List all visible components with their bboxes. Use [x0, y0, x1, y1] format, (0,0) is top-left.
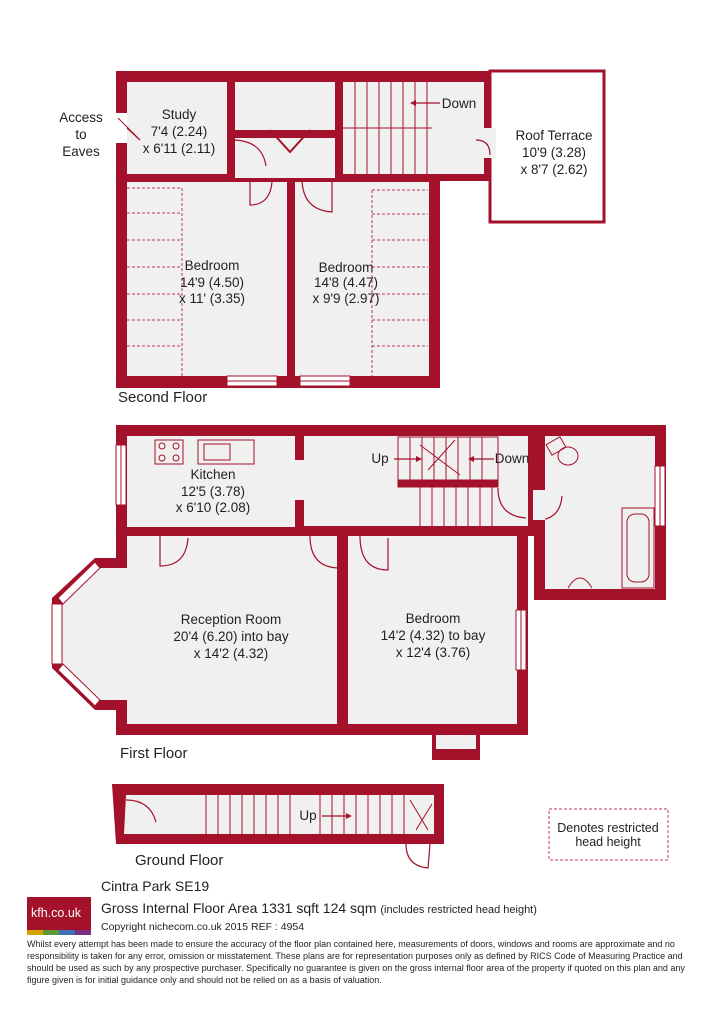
- floor-area: [101, 900, 537, 916]
- roof-terrace-label: Roof Terrace: [515, 128, 593, 143]
- roof-terrace-dim1: 10'9 (3.28): [521, 145, 587, 160]
- copyright: Copyright nichecom.co.uk 2015 REF : 4954: [101, 921, 305, 933]
- bedroom-left-dim1: 14'9 (4.50): [179, 275, 245, 290]
- second-floor-title: Second Floor: [118, 389, 208, 406]
- access-eaves-line3: Eaves: [62, 144, 100, 159]
- study-label: Study: [161, 107, 197, 122]
- access-eaves-line2: to: [75, 127, 87, 142]
- bedroom-first-dim2: x 12'4 (3.76): [395, 645, 471, 660]
- up-label-ground: Up: [299, 808, 317, 823]
- legend-line2: head height: [575, 835, 641, 849]
- kitchen-label: Kitchen: [190, 467, 236, 482]
- address: Cintra Park SE19: [101, 878, 210, 894]
- first-floor-plan: [52, 425, 666, 760]
- bedroom-left-dim2: x 11' (3.35): [178, 291, 246, 306]
- bedroom-first-dim1: 14'2 (4.32) to bay: [380, 628, 486, 643]
- down-label-first: Down: [494, 451, 530, 466]
- reception-dim2: x 14'2 (4.32): [193, 646, 269, 661]
- access-eaves-line1: Access: [59, 110, 103, 125]
- logo-text: kfh.co.uk: [31, 906, 82, 920]
- kitchen-dim2: x 6'10 (2.08): [175, 500, 251, 515]
- bedroom-left-label: Bedroom: [184, 258, 240, 273]
- up-label-first: Up: [371, 451, 389, 466]
- kfh-logo[interactable]: [27, 897, 91, 930]
- bedroom-right-dim1: 14'8 (4.47): [313, 275, 379, 290]
- floor-area-text: Gross Internal Floor Area 1331 sqft 124 sqm: [101, 900, 377, 916]
- landing-cupboard: [235, 82, 335, 130]
- bedroom-right-dim2: x 9'9 (2.97): [312, 291, 380, 306]
- study-dim2: x 6'11 (2.11): [142, 141, 216, 156]
- legend-line1: Denotes restricted: [557, 821, 659, 835]
- bedroom-right-label: Bedroom: [318, 260, 374, 275]
- reception-label: Reception Room: [180, 612, 282, 627]
- logo-stripe: [43, 930, 59, 935]
- logo-stripe: [75, 930, 91, 935]
- roof-terrace-dim2: x 8'7 (2.62): [520, 162, 588, 177]
- logo-stripe: [59, 930, 75, 935]
- disclaimer: Whilst every attempt has been made to ensure the accuracy of the floor plan contained here, measurements of doors, windows and rooms are approximate and no responsibility is taken for any error, omission or misstatement. These plans are for representation purposes only as defined by RICS Code of Measuring Practice and should be used as such by any prospective purchaser. Specifically no guarantee is given on the gross internal floor area of the property if quoted on this plan and any figure given is for initial guidance only and should not be relied on as a basis of valuation.: [27, 939, 685, 985]
- first-floor-title: First Floor: [120, 745, 188, 762]
- logo-stripe: [27, 930, 43, 935]
- reception-dim1: 20'4 (6.20) into bay: [173, 629, 289, 644]
- study-dim1: 7'4 (2.24): [150, 124, 208, 139]
- kitchen-dim1: 12'5 (3.78): [180, 484, 246, 499]
- bedroom-first-label: Bedroom: [405, 611, 461, 626]
- bathroom: [545, 436, 655, 589]
- down-label-second: Down: [441, 96, 477, 111]
- floor-area-note: (includes restricted head height): [380, 904, 537, 916]
- ground-floor-title: Ground Floor: [135, 852, 224, 869]
